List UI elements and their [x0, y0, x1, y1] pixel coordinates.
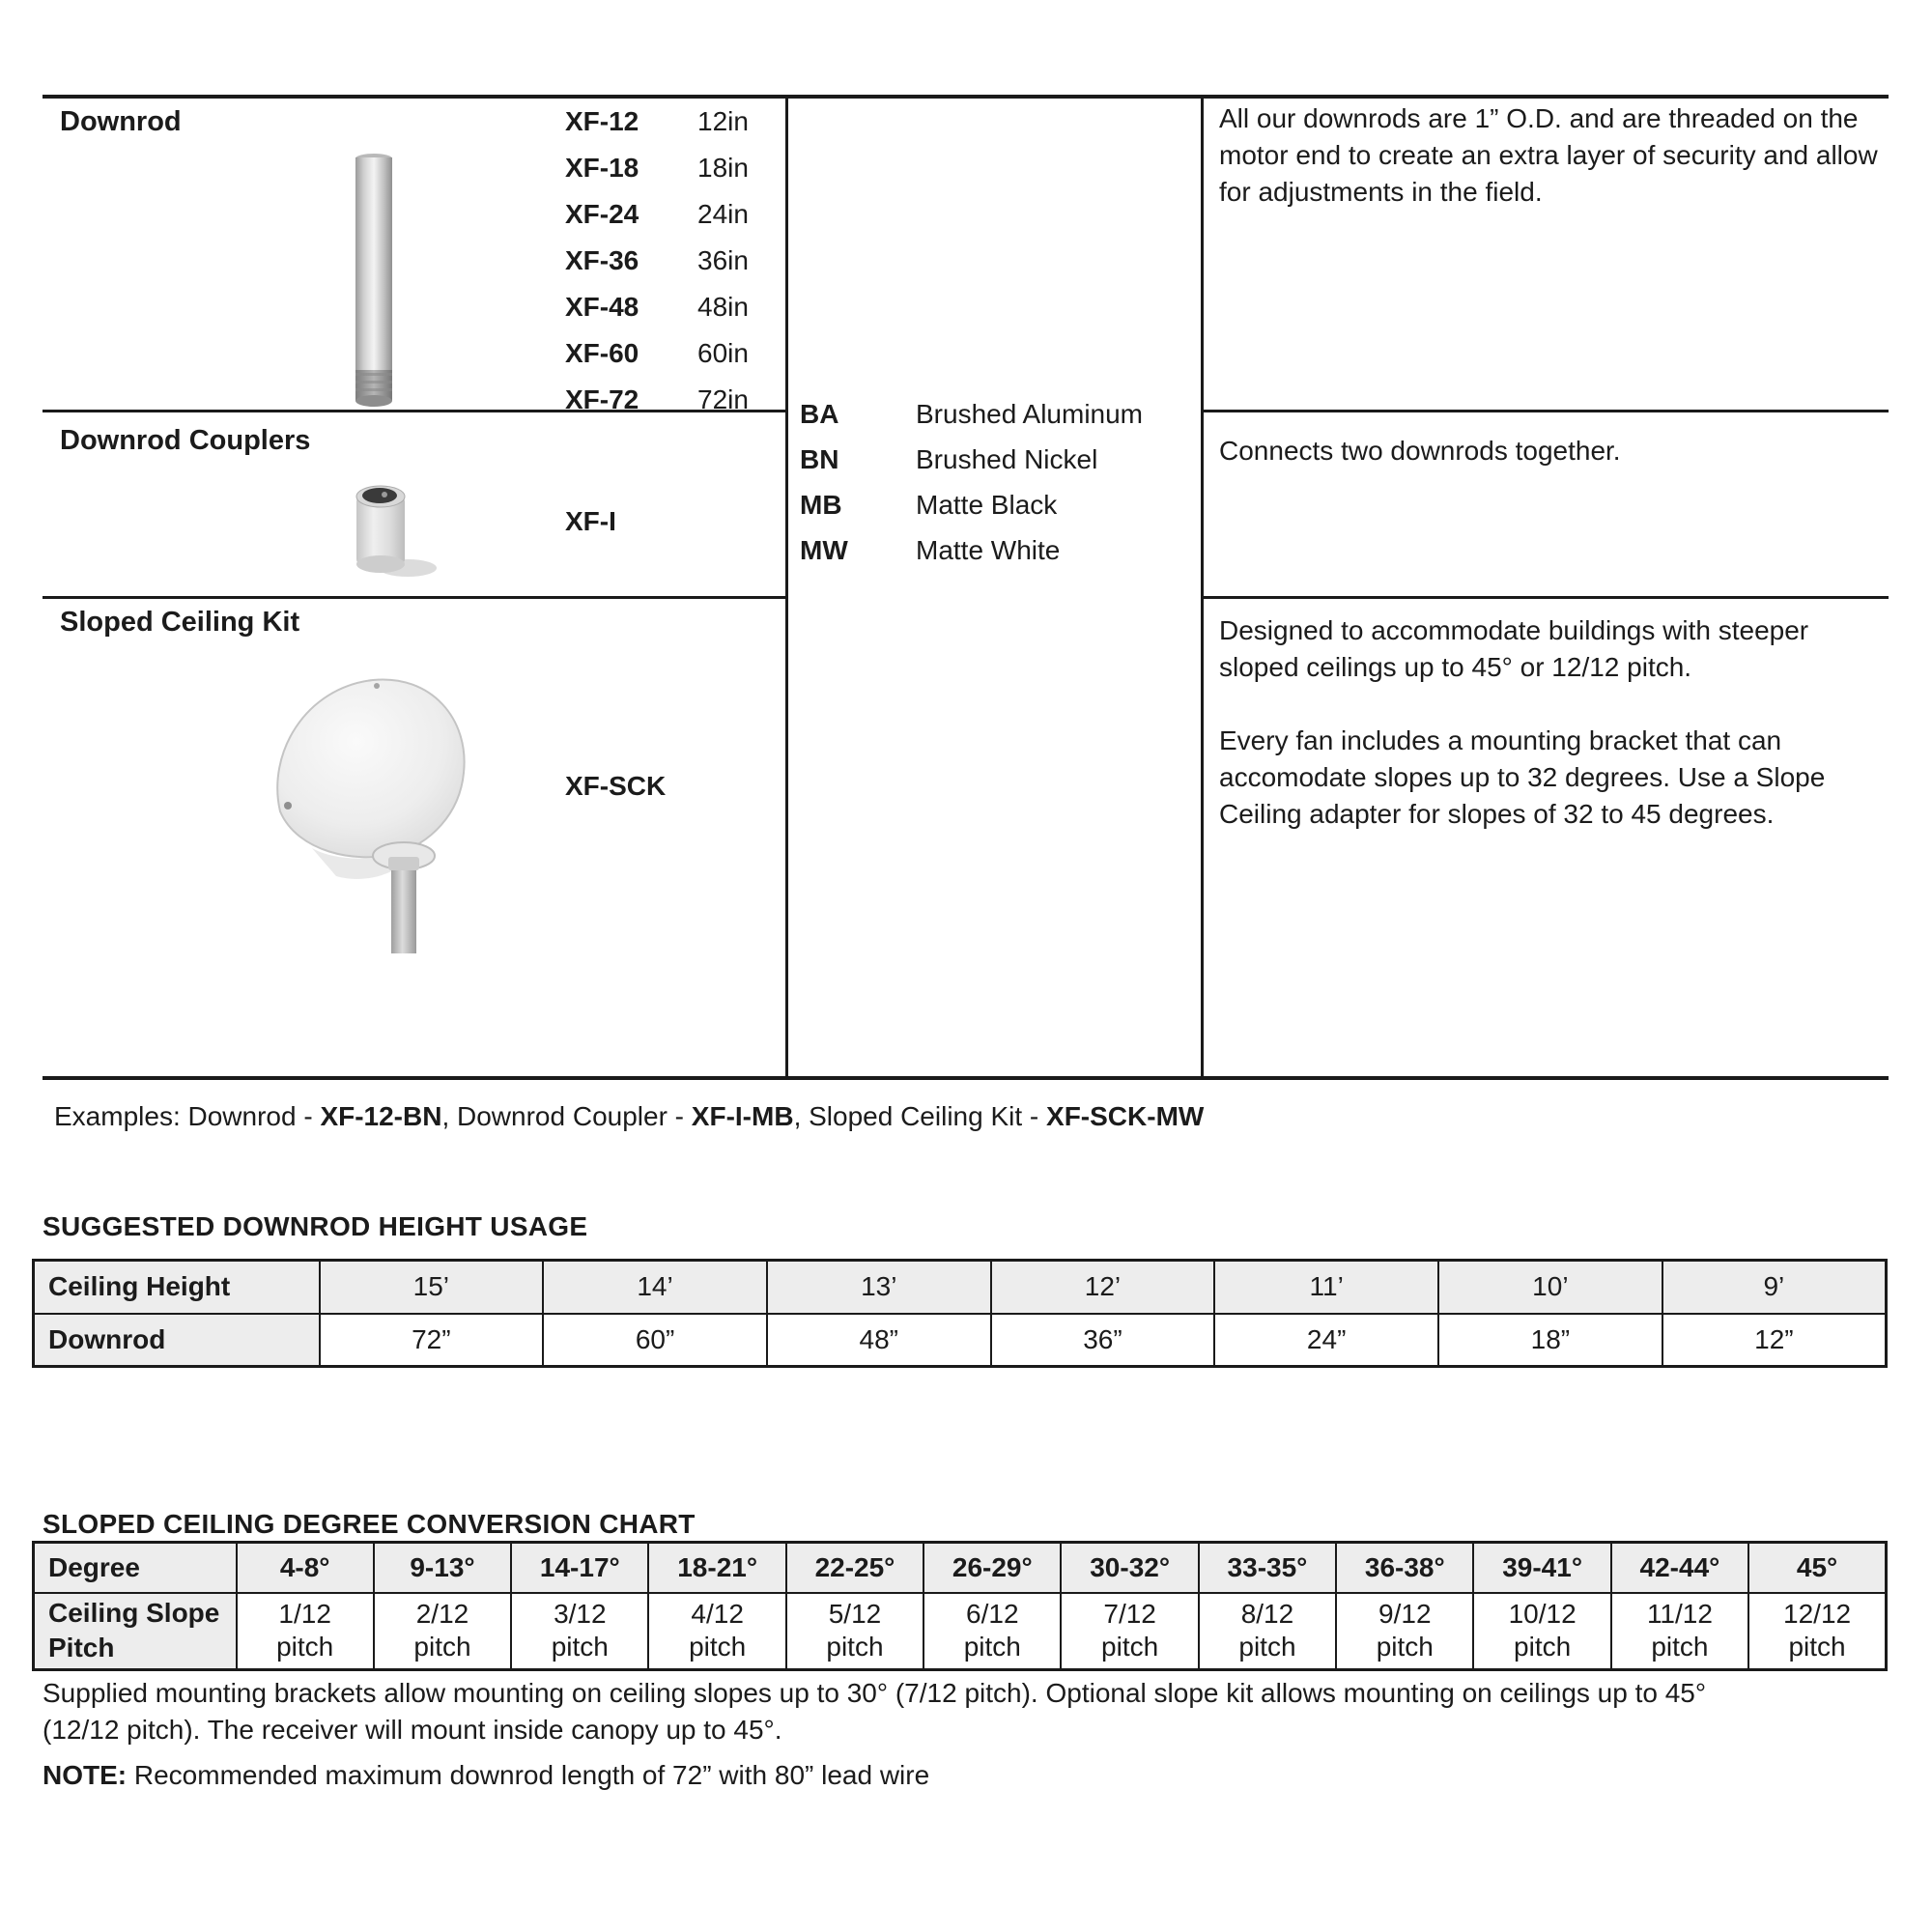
note-text: Recommended maximum downrod length of 72” with 80” lead wire	[127, 1760, 930, 1790]
downrod-model-size: 18in	[697, 153, 749, 183]
downrod-length-cell: 24”	[1214, 1314, 1438, 1367]
degree-range-cell: 9-13°	[374, 1543, 511, 1593]
pitch-cell: 12/12 pitch	[1748, 1593, 1886, 1670]
grid-divider-coupler-right	[1201, 596, 1889, 599]
downrod-model-code: XF-72	[565, 384, 639, 414]
pitch-row-label	[34, 1593, 237, 1670]
grid-divider-coupler-left	[43, 596, 785, 599]
pitch-row-label-line1: Ceiling Slope	[48, 1598, 220, 1629]
pitch-cell: 2/12 pitch	[374, 1593, 511, 1670]
degree-range-cell: 42-44°	[1611, 1543, 1748, 1593]
degree-range-cell: 4-8°	[237, 1543, 374, 1593]
degree-range-cell: 36-38°	[1336, 1543, 1473, 1593]
degree-range-cell: 30-32°	[1061, 1543, 1198, 1593]
mounting-footnote	[43, 1675, 1888, 1748]
downrod-model-code: XF-12	[565, 106, 639, 136]
downrod-model-size: 72in	[697, 384, 749, 414]
sloped-kit-description-1: Designed to accommodate buildings with steeper sloped ceilings up to 45° or 12/12 pitch.	[1219, 615, 1809, 682]
downrod-model-size: 48in	[697, 292, 749, 322]
pitch-cell: 4/12 pitch	[648, 1593, 785, 1670]
coupler-model-code: XF-I	[565, 506, 616, 536]
pitch-cell: 1/12 pitch	[237, 1593, 374, 1670]
ceiling-height-cell: 15’	[320, 1261, 544, 1314]
degree-range-cell: 39-41°	[1473, 1543, 1610, 1593]
degree-range-cell: 14-17°	[511, 1543, 648, 1593]
grid-top-border	[43, 95, 1889, 99]
grid-divider-downrod-right	[1201, 410, 1889, 412]
pitch-row-label-line2: Pitch	[48, 1633, 115, 1663]
finish-name: Brushed Aluminum	[916, 399, 1144, 429]
finish-code: BN	[800, 444, 839, 474]
degree-range-cell: 22-25°	[786, 1543, 923, 1593]
finish-code: BA	[800, 399, 839, 429]
finish-code: MW	[800, 535, 848, 565]
examples-prefix: Examples: Downrod -	[54, 1101, 321, 1131]
downrod-model-code: XF-48	[565, 292, 639, 322]
ceiling-height-cell: 12’	[991, 1261, 1215, 1314]
coupler-description: Connects two downrods together.	[1219, 436, 1621, 466]
degree-conversion-table	[32, 1541, 1888, 1671]
downrod-model-size: 36in	[697, 245, 749, 275]
sloped-kit-model-code: XF-SCK	[565, 771, 667, 801]
grid-vertical-right	[1201, 95, 1204, 1079]
mounting-footnote-line2: (12/12 pitch). The receiver will mount inside canopy up to 45°.	[43, 1715, 782, 1745]
downrod-image	[353, 153, 395, 408]
examples-coupler-code: XF-I-MB	[691, 1101, 794, 1131]
downrod-model-code: XF-60	[565, 338, 639, 368]
downrod-model-code: XF-36	[565, 245, 639, 275]
grid-bottom-border	[43, 1076, 1889, 1080]
downrod-section-title: Downrod	[60, 106, 182, 137]
downrod-row-label: Downrod	[34, 1314, 320, 1367]
finish-code: MB	[800, 490, 842, 520]
downrod-length-cell: 36”	[991, 1314, 1215, 1367]
downrod-model-code: XF-18	[565, 153, 639, 183]
grid-vertical-left	[785, 95, 788, 1079]
examples-line	[54, 1101, 1204, 1132]
height-usage-table	[32, 1259, 1888, 1368]
examples-downrod-code: XF-12-BN	[320, 1101, 442, 1131]
pitch-cell: 3/12 pitch	[511, 1593, 648, 1670]
degree-chart-title: SLOPED CEILING DEGREE CONVERSION CHART	[43, 1509, 696, 1539]
degree-range-cell: 45°	[1748, 1543, 1886, 1593]
ceiling-height-cell: 13’	[767, 1261, 991, 1314]
finish-name: Brushed Nickel	[916, 444, 1098, 474]
examples-mid1: , Downrod Coupler -	[441, 1101, 692, 1131]
degree-range-cell: 18-21°	[648, 1543, 785, 1593]
downrod-model-size: 60in	[697, 338, 749, 368]
sloped-kit-section-title: Sloped Ceiling Kit	[60, 607, 300, 638]
ceiling-height-cell: 9’	[1662, 1261, 1887, 1314]
pitch-cell: 11/12 pitch	[1611, 1593, 1748, 1670]
downrod-length-cell: 12”	[1662, 1314, 1887, 1367]
degree-range-cell: 26-29°	[923, 1543, 1061, 1593]
downrod-length-cell: 18”	[1438, 1314, 1662, 1367]
examples-mid2: , Sloped Ceiling Kit -	[793, 1101, 1047, 1131]
ceiling-height-cell: 10’	[1438, 1261, 1662, 1314]
downrod-model-size: 12in	[697, 106, 749, 136]
height-row-label: Ceiling Height	[34, 1261, 320, 1314]
sloped-ceiling-kit-image	[259, 659, 481, 958]
ceiling-height-cell: 14’	[543, 1261, 767, 1314]
examples-sck-code: XF-SCK-MW	[1046, 1101, 1205, 1131]
pitch-cell: 6/12 pitch	[923, 1593, 1061, 1670]
finish-name: Matte White	[916, 535, 1061, 565]
finish-name: Matte Black	[916, 490, 1058, 520]
note-label: NOTE:	[43, 1760, 128, 1790]
coupler-section-title: Downrod Couplers	[60, 425, 311, 456]
height-usage-title: SUGGESTED DOWNROD HEIGHT USAGE	[43, 1211, 588, 1241]
grid-divider-downrod-left	[43, 410, 785, 412]
coupler-image	[340, 479, 446, 580]
pitch-cell: 5/12 pitch	[786, 1593, 923, 1670]
pitch-cell: 9/12 pitch	[1336, 1593, 1473, 1670]
pitch-cell: 10/12 pitch	[1473, 1593, 1610, 1670]
downrod-length-cell: 48”	[767, 1314, 991, 1367]
mounting-footnote-line1: Supplied mounting brackets allow mounting on ceiling slopes up to 30° (7/12 pitch). Optional slope kit allows mounting on ceilings up to 45°	[43, 1678, 1707, 1708]
degree-row-label: Degree	[34, 1543, 237, 1593]
note-line	[43, 1760, 929, 1791]
degree-range-cell: 33-35°	[1199, 1543, 1336, 1593]
pitch-cell: 7/12 pitch	[1061, 1593, 1198, 1670]
downrod-description: All our downrods are 1” O.D. and are threaded on the motor end to create an extra layer of security and allow for adjustments in the field.	[1219, 103, 1878, 207]
downrod-length-cell: 60”	[543, 1314, 767, 1367]
ceiling-height-cell: 11’	[1214, 1261, 1438, 1314]
sloped-kit-description-2: Every fan includes a mounting bracket that can accomodate slopes up to 32 degrees. Use a Slope Ceiling adapter for slopes of 32 to 45 degrees.	[1219, 725, 1826, 829]
downrod-length-cell: 72”	[320, 1314, 544, 1367]
downrod-model-size: 24in	[697, 199, 749, 229]
pitch-cell: 8/12 pitch	[1199, 1593, 1336, 1670]
downrod-model-code: XF-24	[565, 199, 639, 229]
